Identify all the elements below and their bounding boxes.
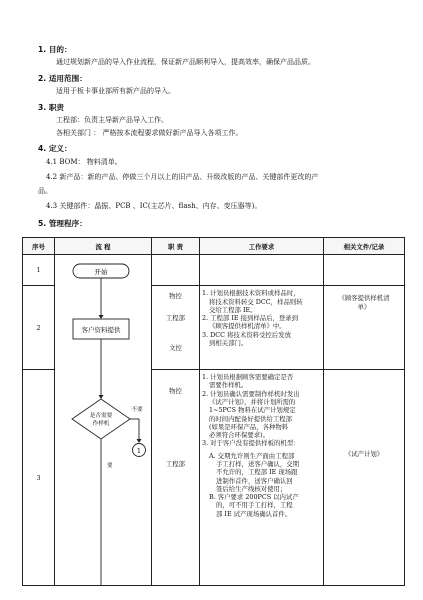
requirement-line: 《试产计划》，并将计划所需的 <box>209 397 296 406</box>
responsibility-item: 工程部 <box>165 314 186 323</box>
decision-label-line: 是否需要 <box>89 413 113 419</box>
requirement-line: 2. 计划员确认需要制作样机时发出 <box>202 389 300 398</box>
requirement-line: 到相关部门。 <box>209 339 248 348</box>
header-seq: 序号 <box>23 238 55 255</box>
table-row <box>23 255 405 286</box>
flowchart <box>55 255 152 585</box>
yes-branch-label: 要 <box>107 463 113 469</box>
section-2-heading <box>38 73 87 84</box>
requirement-line: 将技术资料转交 DCC，样品则转 <box>209 297 303 306</box>
requirement-line: 1. 计划员根据技术资料或样品时， <box>202 289 300 298</box>
start-label: 开始 <box>94 268 108 276</box>
procedure-table <box>22 237 405 586</box>
records-cell <box>324 370 405 586</box>
requirement-line: 手工打样，送客户确认，交期 <box>216 460 300 468</box>
table-header-row <box>23 238 405 255</box>
record-line: 《试产计划》 <box>344 450 384 459</box>
section-title: 目的： <box>48 45 72 54</box>
definition-line: 品。 <box>38 187 52 195</box>
responsibility-item: 物控 <box>169 387 182 396</box>
section-5-heading <box>38 218 87 229</box>
header-flow: 流 程 <box>55 238 152 255</box>
requirement-line: 1~5PCS 物料在试产计划规定 <box>209 406 296 415</box>
scope-text: 适用于板卡事业部所有新产品的导入。 <box>56 87 175 95</box>
requirement-line: 3. 对于客户没有提供样板的机型： <box>202 439 300 448</box>
responsibility-cell <box>152 286 200 370</box>
row-number: 2 <box>23 286 55 370</box>
header-records: 相关文件/记录 <box>324 238 405 255</box>
customer-data-label: 客户资料提供 <box>81 326 121 334</box>
arrow-head <box>99 395 104 399</box>
definition-line: 4.3 关键部件：晶振、PCB 、IC(主芯片、flash、内存、变压器等)。 <box>46 202 262 210</box>
row-number: 1 <box>23 255 55 286</box>
section-1-heading <box>38 44 72 55</box>
responsibility-cell <box>152 255 200 286</box>
requirement-line: 部 IE 试产现场确认首件。 <box>216 509 292 518</box>
section-title: 职责 <box>48 103 65 112</box>
requirements-cell <box>200 286 324 370</box>
records-cell <box>324 255 405 286</box>
responsibility-item: 物控 <box>169 292 182 301</box>
requirement-line: 《顾客提供样机清单》中。 <box>209 322 286 331</box>
definition-line: 4.2 新产品：新的产品、停做三个月以上的旧产品、升级改版的产品、关键部件更改的产 <box>46 173 319 181</box>
header-requirements: 工作要求 <box>200 238 324 255</box>
requirements-cell <box>200 255 324 286</box>
responsibility-item: 工程部 <box>165 460 186 469</box>
responsibility-cell <box>152 370 200 586</box>
section-number: 4. <box>38 144 47 153</box>
flowchart-cell <box>55 255 152 586</box>
requirement-line: 必须符合环保要求)。 <box>209 431 270 440</box>
arrow-head <box>99 315 104 319</box>
header-responsibility: 职 责 <box>152 238 200 255</box>
purpose-text: 通过规划新产品的导入作业流程，保证新产品顺利导入，提高效率，确保产品品质。 <box>56 58 315 66</box>
section-title: 管理程序： <box>48 219 87 228</box>
section-number: 5. <box>38 219 47 228</box>
arrow-head <box>137 439 142 443</box>
section-title: 定义： <box>48 144 72 153</box>
requirement-line: 3. DCC 将技术资料受控后发放 <box>202 330 291 339</box>
requirement-line: 不允许的，工程部 IE 现场跟 <box>216 468 298 477</box>
requirement-line: 进制作首件，送客户确认回 <box>216 476 293 485</box>
section-title: 适用范围： <box>48 74 87 83</box>
connector-label: 1 <box>136 447 142 455</box>
requirement-line: 2. 工程部 IE 接到样品后，登录到 <box>202 314 299 323</box>
section-number: 3. <box>38 103 47 112</box>
decision-diamond <box>72 399 130 439</box>
definition-line: 4.1 BOM： 物料清单。 <box>46 158 122 166</box>
row-number: 3 <box>23 370 55 586</box>
requirement-line: 的时间内配备好提供给工程部 <box>209 414 293 423</box>
requirement-line: 1. 计划员根据顾客需要确定是否 <box>202 373 294 382</box>
records-cell <box>324 286 405 370</box>
record-line: 单》 <box>357 303 371 312</box>
section-3-heading <box>38 102 64 113</box>
no-branch-label: 不要 <box>131 407 143 413</box>
duty-line: 各相关部门 ： 严格按本流程要求做好新产品导入各项工作。 <box>56 129 243 137</box>
requirement-line: 交给工程部 IE。 <box>209 305 257 314</box>
requirement-line: 签后给生产线核对使用； <box>216 484 287 493</box>
duty-line: 工程部：负责主导新产品导入工作。 <box>56 116 168 124</box>
requirement-line: 需要作样机。 <box>209 381 248 390</box>
section-4-heading <box>38 143 72 154</box>
record-line: 《顾客提供样机清 <box>338 294 390 303</box>
section-number: 2. <box>38 74 47 83</box>
requirement-line: (如果是环保产品，各种物料 <box>209 422 289 431</box>
procedure-table-wrap <box>22 237 404 583</box>
section-number: 1. <box>38 45 47 54</box>
requirement-line: 的，可不用手工打样，工程 <box>216 501 293 510</box>
requirements-cell <box>200 370 324 586</box>
requirement-line: B. 客户要求 200PCS 以内试产 <box>209 493 299 502</box>
decision-label-line: 作样机 <box>92 421 110 427</box>
responsibility-item: 文控 <box>169 344 182 353</box>
requirement-line: A. 交期允许则生产面由工程部 <box>209 451 295 460</box>
